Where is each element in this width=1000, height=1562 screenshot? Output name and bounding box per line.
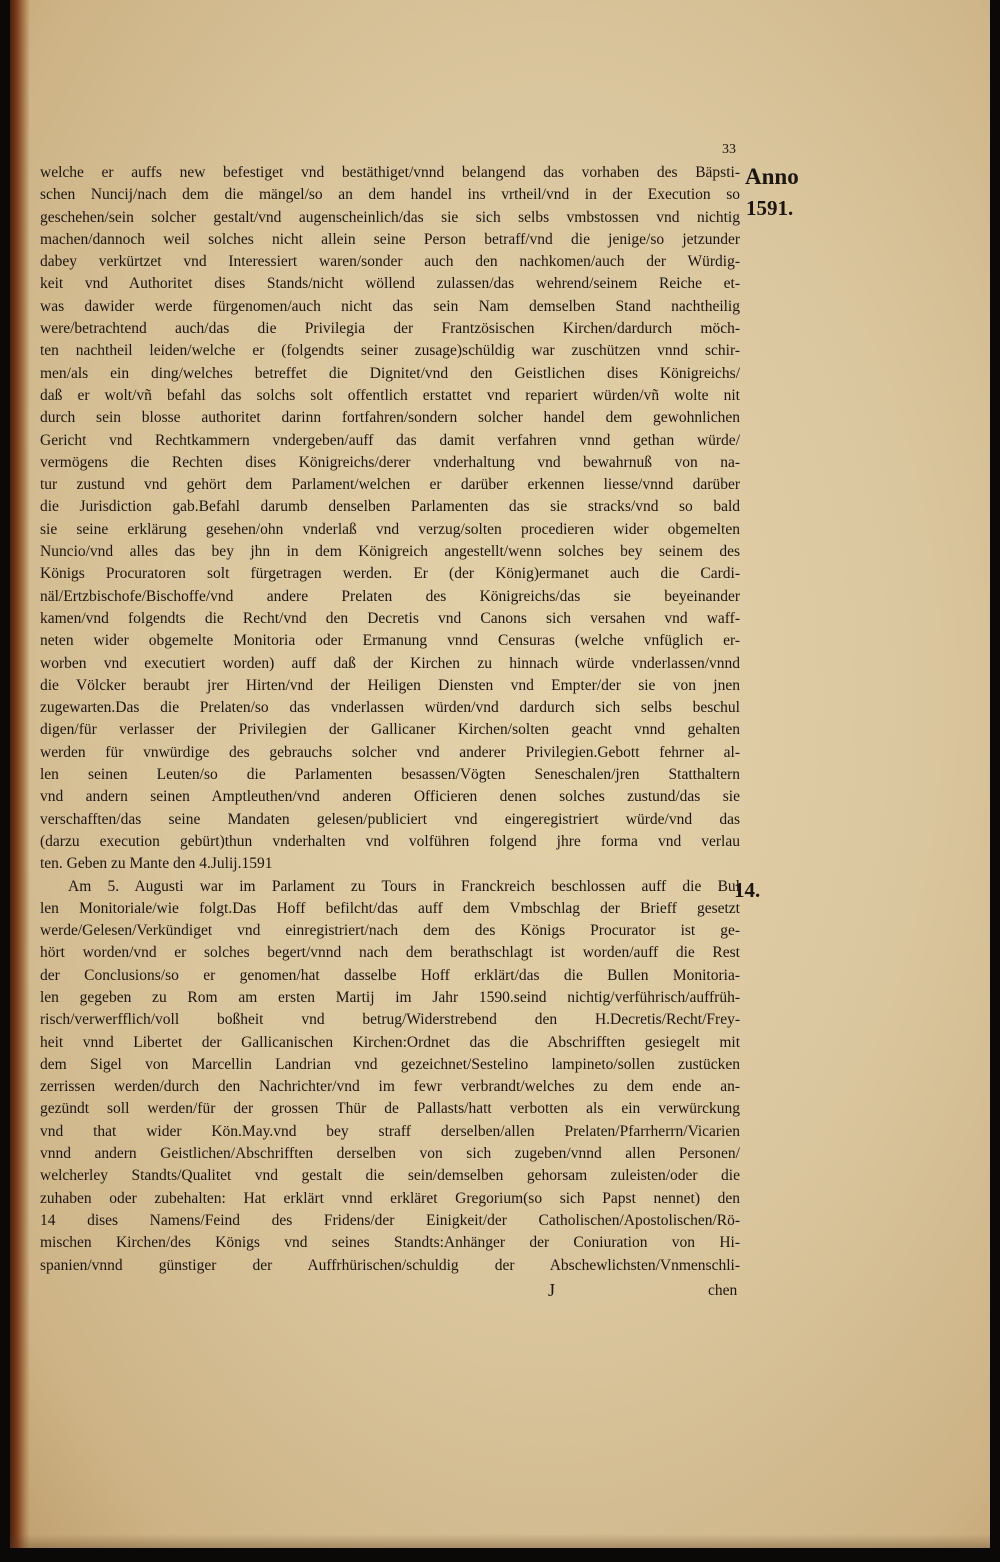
body-line: daß er wolt/vñ befahl das solchs solt offentlich erstattet vnd repariert würden/vñ wolte nit [40,386,740,404]
body-line: neten wider obgemelte Monitoria oder Ermanung vnnd Censuras (welche vnfüglich er- [40,632,740,650]
body-line: welcherley Standts/Qualitet vnd gestalt die sein/demselben gehorsam zuleisten/oder die [40,1167,740,1185]
body-line: zugewarten.Das die Prelaten/so das vnderlassen würden/vnd dardurch sich selbs beschul [40,699,740,717]
body-line: worben vnd executiert worden) auff daß der Kirchen zu hinnach würde vnderlassen/vnnd [40,654,740,672]
body-line: durch sein blosse authoritet darinn fortfahren/sondern solcher handel dem gewohnlichen [40,409,740,427]
body-line: der Conclusions/so er genomen/hat dasselbe Hoff erklärt/das die Bullen Monitoria- [40,966,740,984]
body-line: dem Sigel von Marcellin Landrian vnd gezeichnet/Sestelino lampineto/sollen zustücken [40,1055,740,1073]
body-line: geschehen/sein solcher gestalt/vnd augenscheinlich/das sie sich selbs vmbstossen vnd nichtig [40,208,740,226]
body-line: kamen/vnd folgendts die Recht/vnd den Decretis vnd Canons sich versahen vnd waff- [40,609,740,627]
body-line: machen/dannoch weil solches nicht allein seine Person betraff/vnd die jenige/so jetzunder [40,230,740,248]
body-line: Nuncio/vnd alles das bey jhn in dem Königreich angestellt/wenn solches bey seinem des [40,543,740,561]
body-line: die Jurisdiction gab.Befahl darumb denselben Parlamenten das sie stracks/vnd so bald [40,498,740,516]
body-line: sie seine erklärung gesehen/ohn vnderlaß vnd verzug/solten procedieren wider obgemelten [40,520,740,538]
catchword: chen [708,1282,738,1299]
body-line: (darzu execution gebürt)thun vnderhalten vnd volführen folgend jhre forma vnd verlau [40,832,740,850]
body-line: ten nachtheil leiden/welche er (folgendts seiner zusage)schüldig war zuschützen vnnd schir- [40,342,740,360]
body-line: heit vnnd Libertet der Gallicanischen Kirchen:Ordnet das die Abschrifften gesiegelt mit [40,1033,740,1051]
body-line: vnnd andern Geistlichen/Abschrifften derselben von sich zugeben/vnnd allen Personen/ [40,1145,740,1163]
body-line-paragraph-start: Am 5. Augusti war im Parlament zu Tours in Franckreich beschlossen auff die Bul [68,877,740,895]
body-line: welche er auffs new befestiget vnd bestäthiget/vnnd belangend das vorhaben des Bäpsti- [40,164,740,181]
marginal-note-number: 14. [734,878,761,902]
body-line: len gegeben zu Rom am ersten Martij im Jahr 1590.seind nichtig/verführisch/auffrüh- [40,988,740,1006]
body-line-paragraph-end: ten. Geben zu Mante den 4.Julij.1591 [40,855,273,873]
body-line: Königs Procuratoren solt fürgetragen werden. Er (der König)ermanet auch die Cardi- [40,565,740,583]
body-line: zuhaben oder zubehalten: Hat erklärt vnnd erkläret Gregorium(so sich Papst nennet) den [40,1189,740,1207]
page-number: 33 [722,142,736,157]
body-line: digen/für verlasser der Privilegien der Gallicaner Kirchen/solten geacht vnnd gehalten [40,721,740,739]
body-line: vnd andern seinen Amptleuthen/vnd anderen Officieren denen solches zustund/das sie [40,788,740,806]
body-line: were/betrachtend auch/das die Privilegia der Frantzösischen Kirchen/dardurch möch- [40,320,740,338]
body-line: was dawider werde fürgenomen/auch nicht das sein Nam demselben Stand nachtheilig [40,297,740,315]
body-line: 14 dises Namens/Feind des Fridens/der Einigkeit/der Catholischen/Apostolischen/Rö- [40,1211,740,1229]
book-page [10,0,990,1548]
signature-mark: J [548,1280,556,1300]
body-line: len seinen Leuten/so die Parlamenten besassen/Vögten Seneschalen/jren Statthaltern [40,766,740,784]
body-line: mischen Kirchen/des Königs vnd seines Standts:Anhänger der Coniuration von Hi- [40,1234,740,1252]
body-text [40,162,740,1277]
body-line: vnd that wider Kön.May.vnd bey straff derselben/allen Prelaten/Pfarrherrn/Vicarien [40,1122,740,1140]
body-line: schen Nuncij/nach dem die mängel/so an dem handel ins vrtheil/vnd in der Execution so [40,186,740,204]
body-line: die Völcker beraubt jrer Hirten/vnd der Heiligen Diensten vnd Empter/der sie von jnen [40,676,740,694]
body-line: tur zustund vnd gehört dem Parlament/welchen er darüber erkennen liesse/vnnd darüber [40,476,740,494]
body-line: gezündt soll werden/für der grossen Thür de Pallasts/hatt verbotten als ein verwürckung [40,1100,740,1118]
body-line: risch/verwerfflich/voll boßheit vnd betrug/Widerstrebend den H.Decretis/Recht/Frey- [40,1011,740,1029]
marginal-anno-label: Anno [745,164,799,189]
body-line: werde/Gelesen/Verkündiget vnd einregistriert/nach dem des Königs Procurator ist ge- [40,922,740,940]
body-line: vermögens die Rechten dises Königreichs/derer vnderhaltung vnd bewahrnuß von na- [40,453,740,471]
body-line: näl/Ertzbischofe/Bischoffe/vnd andere Prelaten des Königreichs/das sie beyeinander [40,587,740,605]
body-line: len Monitoriale/wie folgt.Das Hoff befilcht/das auff dem Vmbschlag der Brieff gesetzt [40,899,740,917]
body-line: keit vnd Authoritet dises Stands/nicht wöllend zulassen/das wehrend/seinem Reiche et- [40,275,740,293]
body-line: verschafften/das seine Mandaten gelesen/publiciert vnd eingeregistriert würde/vnd das [40,810,740,828]
body-line: men/als ein ding/welches betreffet die Dignitet/vnd den Geistlichen dises Königreichs/ [40,364,740,382]
body-line: dabey verkürtzet vnd Interessiert waren/sonder auch den nachkomen/auch der Würdig- [40,253,740,271]
body-line: zerrissen werden/durch den Nachrichter/vnd im fewr verbrandt/welches zu dem ende an- [40,1078,740,1096]
page-bottom-edge [10,1534,990,1548]
body-line: spanien/vnnd günstiger der Auffrhürischen/schuldig der Abschewlichsten/Vnmenschli- [40,1256,740,1274]
page-gutter-edge [10,0,30,1548]
marginal-year: 1591. [746,196,794,220]
body-line: hört worden/vnd er solches begert/vnnd nach dem berathschlagt ist worden/auff die Rest [40,944,740,962]
body-line: Gericht vnd Rechtkammern vndergeben/auff das damit verfahren vnnd gethan würde/ [40,431,740,449]
body-line: werden für vnwürdige des gebrauchs solcher vnd anderer Privilegien.Gebott fehrner al- [40,743,740,761]
